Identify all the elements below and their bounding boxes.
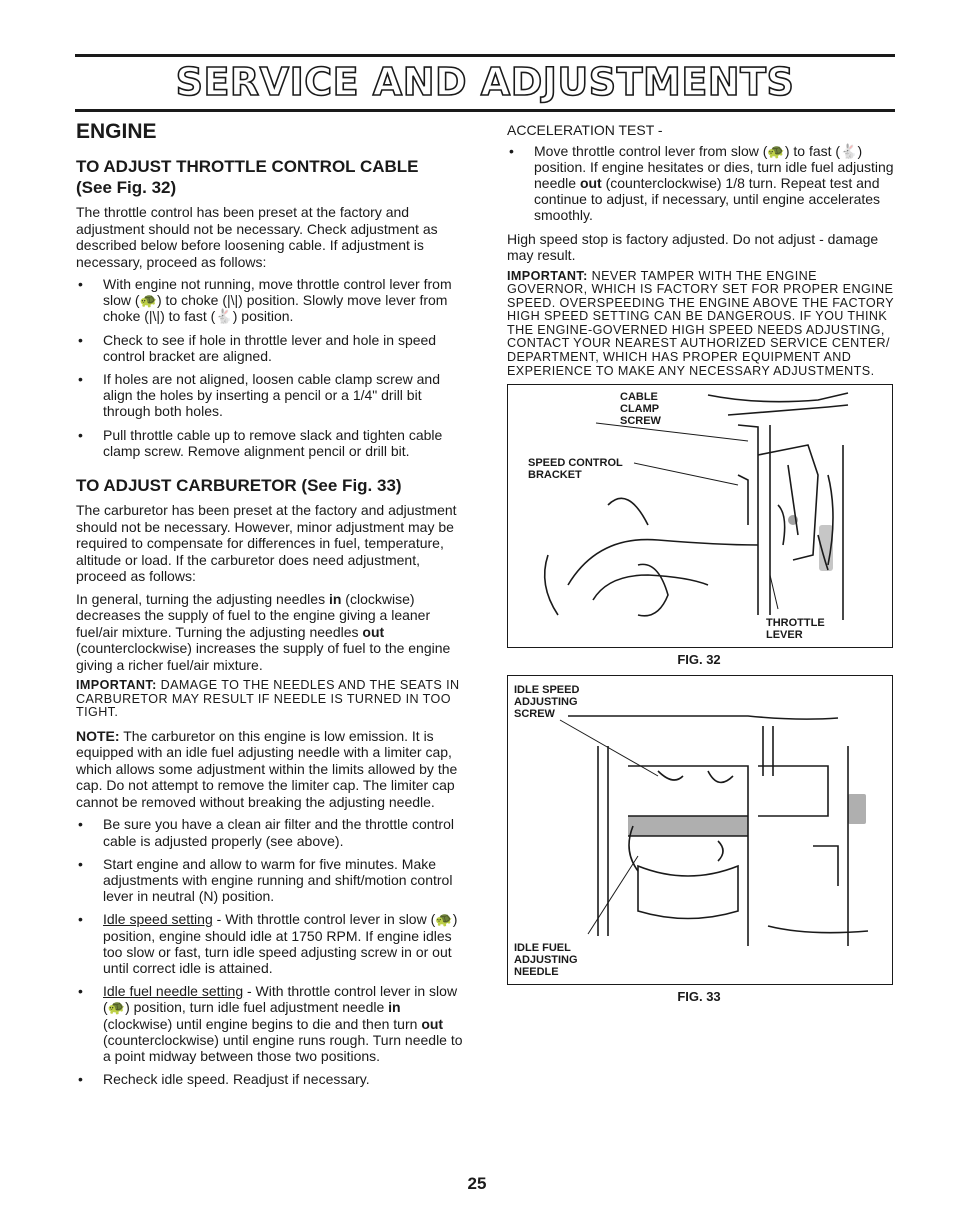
acceleration-steps — [507, 143, 895, 224]
list-item: • Recheck idle speed. Readjust if necessary. — [76, 1071, 466, 1087]
important-text: NEVER TAMPER WITH THE ENGINE GOVERNOR, WHICH IS FACTORY SET FOR PROPER ENGINE SPEED. OVERSPEEDING THE ENGINE ABOVE THE FACTORY HIGH SPEED SETTING CAN BE DANGEROUS. IF YOU THINK THE ENGINE-GOVERNED HIGH SPEED NEEDS ADJUSTING, CONTACT YOUR NEAREST AUTHORIZED SERVICE CENTER/ DEPARTMENT, WHICH HAS PROPER EQUIPMENT AND EXPERIENCE TO MAKE ANY NECESSARY ADJUSTMENTS. — [507, 268, 894, 378]
text-run: (counterclockwise) 1/8 turn. Repeat test and continue to adjust, if necessary, until engine accelerates smoothly. — [534, 174, 881, 224]
figure-32-illustration — [508, 385, 892, 647]
throttle-heading-line2: (See Fig. 32) — [76, 178, 177, 197]
left-column — [76, 120, 466, 1095]
list-item: • With engine not running, move throttle control lever from slow (🐢) to choke (|\|) position. Slowly move lever from choke (|\|) to fast (🐇) position. — [76, 276, 466, 325]
carburetor-note — [76, 728, 466, 811]
bold-in: in — [328, 590, 342, 607]
idle-speed-label: Idle speed setting — [103, 911, 213, 928]
header-rule-bottom — [75, 109, 895, 112]
high-speed-note: High speed stop is factory adjusted. Do not adjust - damage may result. — [507, 230, 879, 264]
label-adjusting: ADJUSTING — [514, 696, 578, 709]
header-rule-top — [75, 54, 895, 57]
text-run: Move throttle control lever from slow (🐢) to fast (🐇) position. If engine hesitates or dies, turn idle fuel adjusting needle — [534, 142, 894, 191]
throttle-heading-line1: TO ADJUST THROTTLE CONTROL CABLE — [76, 157, 419, 176]
list-item — [76, 911, 466, 976]
figure-33-illustration — [508, 676, 892, 984]
throttle-intro: The throttle control has been preset at the factory and adjustment should not be necessary. Check adjustment as described below before loosening cable. If adjustment is necessary, proceed as follows: — [76, 204, 438, 270]
label-idle-speed: IDLE SPEED — [514, 684, 580, 697]
text-run: (clockwise) until engine begins to die and then turn — [103, 1015, 422, 1032]
right-column — [507, 122, 895, 1012]
label-screw: SCREW — [514, 708, 555, 721]
page-number: 25 — [467, 1174, 487, 1193]
text-run: - With throttle control lever in slow (🐢) position, turn idle fuel adjustment needle — [103, 983, 458, 1016]
carburetor-general — [76, 591, 466, 674]
important-label: IMPORTANT: — [76, 678, 157, 693]
text-run: (clockwise) decreases the supply of fuel to the engine giving a leaner fuel/air mixture. Turning the adjusting needles — [76, 590, 431, 640]
label-screw: SCREW — [620, 415, 661, 428]
bold-out: out — [421, 1015, 444, 1032]
page-title: SERVICE AND ADJUSTMENTS — [175, 60, 795, 104]
carburetor-intro: The carburetor has been preset at the factory and adjustment should not be necessary. However, minor adjustment may be required to compensate for differences in fuel, temperature, altitude or load. If the carburetor does need adjustment, proceed as follows: — [76, 502, 457, 585]
figure-33 — [507, 675, 893, 985]
idle-speed-text: - With throttle control lever in slow (🐢) position, engine should idle at 1750 RPM. If engine idles too slow or fast, turn idle speed adjusting screw in or out until correct idle is attained. — [103, 911, 458, 976]
text-run: (counterclockwise) until engine runs rough. Turn needle to a point midway between those two positions. — [103, 1031, 463, 1064]
important-label: IMPORTANT: — [507, 268, 588, 283]
note-text: The carburetor on this engine is low emission. It is equipped with an idle fuel adjusting needle with a limiter cap, which allows some adjustment within the limits allowed by the cap. Do not attempt to remove the limiter cap. The limiter cap cannot be removed without breaking the adjusting needle. — [76, 727, 458, 810]
list-item: • Be sure you have a clean air filter and the throttle control cable is adjusted properly (see above). — [76, 816, 466, 848]
figure-32-caption: FIG. 32 — [677, 652, 721, 668]
label-lever: LEVER — [766, 629, 803, 642]
note-label: NOTE: — [76, 727, 120, 744]
carburetor-important — [76, 679, 466, 720]
engine-heading: ENGINE — [76, 120, 157, 143]
carburetor-steps — [76, 816, 466, 1087]
list-item — [507, 143, 895, 224]
text-run: In general, turning the adjusting needles — [76, 590, 329, 607]
list-item: • Check to see if hole in throttle lever and hole in speed control bracket are aligned. — [76, 332, 466, 364]
text-run: (counterclockwise) increases the supply of fuel to the engine giving a richer fuel/air mixture. — [76, 640, 451, 673]
idle-fuel-label: Idle fuel needle setting — [103, 983, 244, 1000]
list-item — [76, 983, 466, 1064]
throttle-steps — [76, 276, 466, 459]
label-speed-control: SPEED CONTROL — [528, 457, 623, 470]
label-needle: NEEDLE — [514, 966, 559, 979]
figure-32 — [507, 384, 893, 648]
label-bracket: BRACKET — [528, 469, 582, 482]
list-item: • Start engine and allow to warm for five minutes. Make adjustments with engine running and shift/motion control lever in neutral (N) position. — [76, 856, 466, 905]
figure-33-caption: FIG. 33 — [677, 989, 721, 1005]
bold-out: out — [579, 174, 602, 191]
acceleration-heading: ACCELERATION TEST - — [507, 122, 663, 138]
important-text: DAMAGE TO THE NEEDLES AND THE SEATS IN CARBURETOR MAY RESULT IF NEEDLE IS TURNED IN TOO TIGHT. — [76, 678, 460, 720]
carburetor-heading: TO ADJUST CARBURETOR (See Fig. 33) — [76, 476, 402, 496]
label-clamp: CLAMP — [620, 403, 660, 416]
governor-important — [507, 270, 895, 379]
label-adjusting-needle: ADJUSTING — [514, 954, 578, 967]
bold-out: out — [362, 623, 385, 640]
label-throttle: THROTTLE — [766, 617, 825, 630]
bold-in: in — [388, 999, 401, 1016]
list-item: • Pull throttle cable up to remove slack and tighten cable clamp screw. Remove alignment pencil or drill bit. — [76, 427, 466, 459]
throttle-heading — [76, 156, 466, 198]
label-cable: CABLE — [620, 391, 658, 404]
list-item: • If holes are not aligned, loosen cable clamp screw and align the holes by inserting a pencil or a 1/4" drill bit through both holes. — [76, 371, 466, 420]
label-idle-fuel: IDLE FUEL — [514, 942, 571, 955]
